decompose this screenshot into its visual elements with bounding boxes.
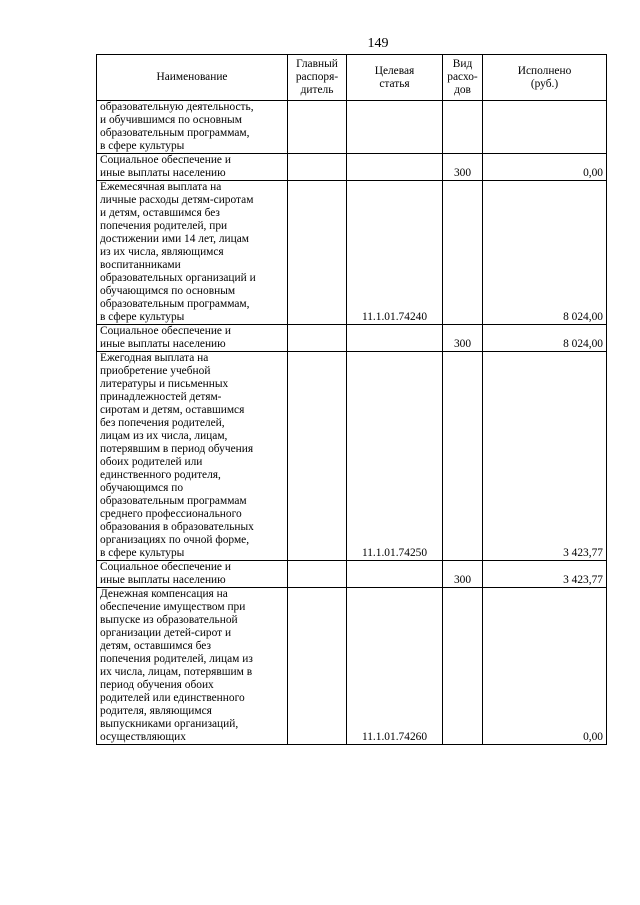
row-vid: 300 [443, 154, 483, 181]
table-row [97, 101, 607, 154]
table-header-row [97, 55, 607, 101]
table-row [97, 588, 607, 745]
table-row [97, 154, 607, 181]
row-name: Социальное обеспечение и иные выплаты населению [97, 325, 288, 352]
row-statya: 11.1.01.74240 [347, 181, 443, 325]
header-ispolneno: Исполнено (руб.) [483, 55, 607, 101]
budget-table [96, 54, 607, 745]
row-sum: 3 423,77 [483, 561, 607, 588]
row-name: Ежегодная выплата на приобретение учебной литературы и письменных принадлежностей детям- сиротам и детям, оставшимся без попечения родителей, лицам из их числа, лицам, потерявшим в период обучения обоих родителей или единственного родителя, обучающимся по образовательным программам среднего профессионального образования в образовательных организациях по очной форме, в сфере культуры [97, 352, 288, 561]
row-glavny [288, 181, 347, 325]
table-row [97, 181, 607, 325]
row-vid [443, 101, 483, 154]
row-name: Ежемесячная выплата на личные расходы детям-сиротам и детям, оставшимся без попечения родителей, при достижении ими 14 лет, лицам из их числа, являющимся воспитанниками образовательных организаций и обучающимся по основным образовательным программам, в сфере культуры [97, 181, 288, 325]
row-sum: 3 423,77 [483, 352, 607, 561]
row-name: образовательную деятельность, и обучившимся по основным образовательным программам, в сфере культуры [97, 101, 288, 154]
row-sum: 8 024,00 [483, 181, 607, 325]
row-statya [347, 325, 443, 352]
row-sum [483, 101, 607, 154]
row-glavny [288, 588, 347, 745]
row-glavny [288, 352, 347, 561]
page-number: 149 [367, 36, 389, 51]
row-glavny [288, 154, 347, 181]
row-vid [443, 588, 483, 745]
row-name: Социальное обеспечение и иные выплаты населению [97, 561, 288, 588]
table-row [97, 325, 607, 352]
row-name: Социальное обеспечение и иные выплаты населению [97, 154, 288, 181]
row-glavny [288, 325, 347, 352]
table-row [97, 561, 607, 588]
row-vid [443, 181, 483, 325]
row-vid: 300 [443, 561, 483, 588]
row-statya: 11.1.01.74250 [347, 352, 443, 561]
row-sum: 0,00 [483, 154, 607, 181]
row-statya: 11.1.01.74260 [347, 588, 443, 745]
row-glavny [288, 561, 347, 588]
table-row [97, 352, 607, 561]
row-statya [347, 561, 443, 588]
row-vid [443, 352, 483, 561]
table-body [97, 101, 607, 745]
row-glavny [288, 101, 347, 154]
header-glavny: Главный распоря- дитель [288, 55, 347, 101]
header-statya: Целевая статья [347, 55, 443, 101]
row-sum: 0,00 [483, 588, 607, 745]
header-vid: Вид расхо- дов [443, 55, 483, 101]
header-name: Наименование [97, 55, 288, 101]
row-statya [347, 154, 443, 181]
row-vid: 300 [443, 325, 483, 352]
row-statya [347, 101, 443, 154]
row-sum: 8 024,00 [483, 325, 607, 352]
row-name: Денежная компенсация на обеспечение имуществом при выпуске из образовательной организации детей-сирот и детям, оставшимся без попечения родителей, лицам из их числа, лицам, потерявшим в период обучения обоих родителей или единственного родителя, являющимся выпускниками организаций, осуществляющих [97, 588, 288, 745]
